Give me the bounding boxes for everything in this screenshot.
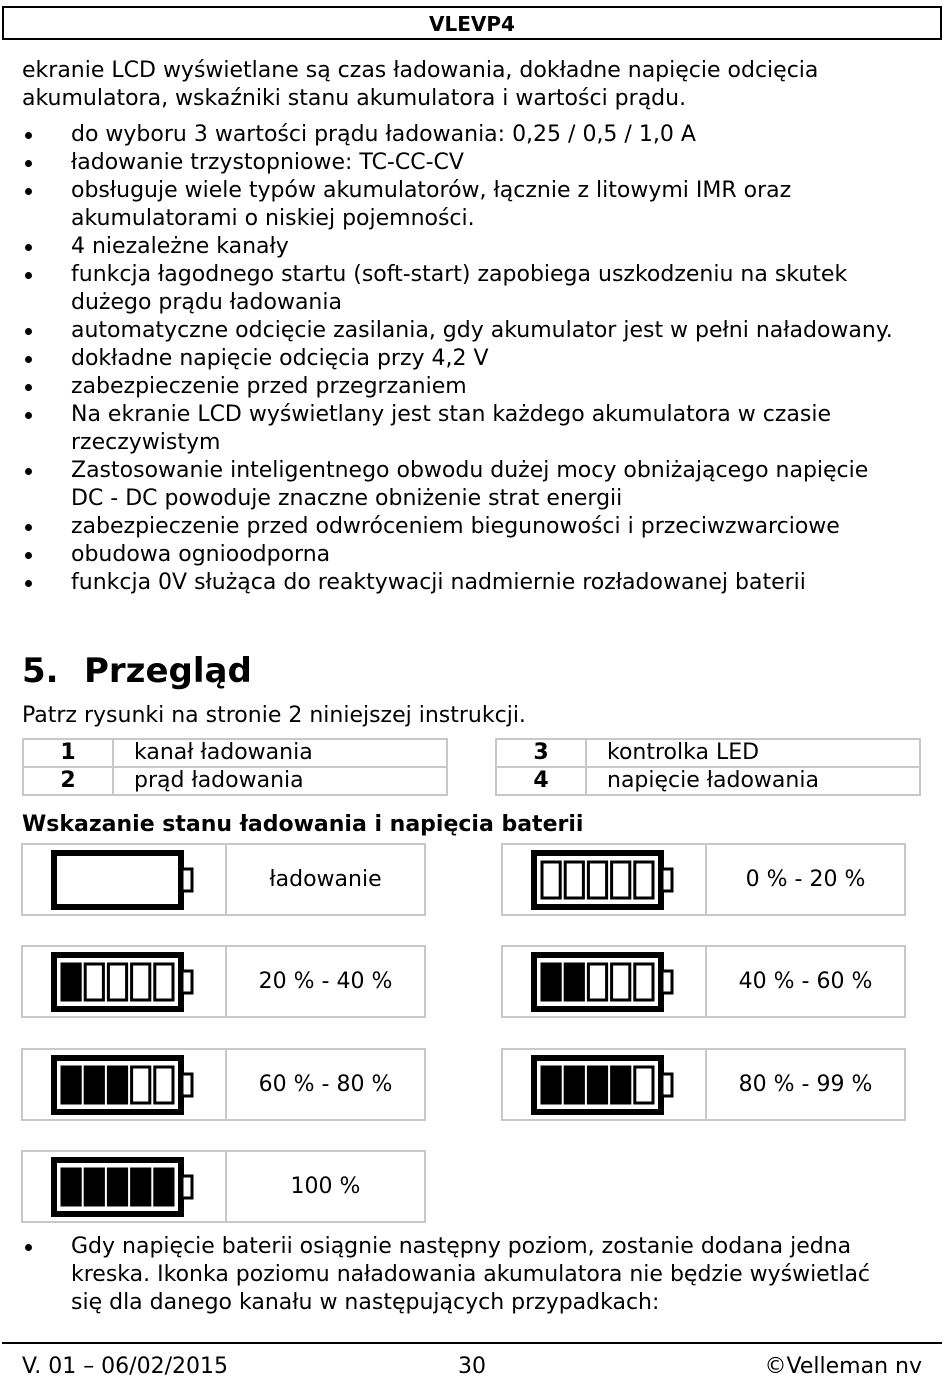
bullet-icon	[25, 524, 32, 531]
battery-bar-empty	[85, 964, 103, 1000]
battery-terminal	[182, 1176, 192, 1198]
battery-bar-filled	[155, 1169, 173, 1205]
list-item: automatyczne odcięcie zasilania, gdy akumulator jest w pełni naładowany.	[0, 317, 901, 345]
battery-bar-filled	[565, 1067, 583, 1103]
indicator-label: 60 % - 80 %	[258, 1072, 393, 1097]
indicator-80-99	[501, 1048, 906, 1121]
legend-number: 1	[23, 739, 113, 767]
battery-bar-empty	[108, 964, 126, 1000]
battery-bar-empty	[132, 1067, 150, 1103]
indicator-20-40	[21, 945, 426, 1018]
bullet-icon	[25, 412, 32, 419]
list-item: zabezpieczenie przed odwróceniem biegunowości i przeciwzwarciowe	[0, 513, 901, 541]
table-row	[496, 739, 920, 767]
battery-terminal	[182, 1074, 192, 1096]
battery-icon	[528, 949, 680, 1015]
legend-table-left	[22, 738, 448, 796]
list-item: do wyboru 3 wartości prądu ładowania: 0,25 / 0,5 / 1,0 A	[0, 121, 901, 149]
indicator-60-80	[21, 1048, 426, 1121]
note-list	[0, 1233, 950, 1317]
battery-bar-filled	[108, 1067, 126, 1103]
list-item: zabezpieczenie przed przegrzaniem	[0, 373, 901, 401]
bullet-icon	[25, 468, 32, 475]
battery-bar-filled	[62, 1169, 80, 1205]
indicator-label: 40 % - 60 %	[738, 969, 873, 994]
list-item: obudowa ognioodporna	[0, 541, 901, 569]
list-item: 4 niezależne kanały	[0, 233, 901, 261]
battery-icon	[48, 949, 200, 1015]
legend-number: 4	[496, 767, 586, 795]
battery-bar-empty	[635, 964, 653, 1000]
indicator-charging	[21, 843, 426, 916]
battery-bar-filled	[85, 1067, 103, 1103]
indicator-label: ładowanie	[269, 867, 382, 892]
battery-bar-filled	[612, 1067, 630, 1103]
list-item: Na ekranie LCD wyświetlany jest stan każdego akumulatora w czasie rzeczywistym	[0, 401, 901, 457]
footer-copyright: ©Velleman nv	[764, 1354, 922, 1379]
bullet-icon	[25, 244, 32, 251]
indicator-label: 0 % - 20 %	[745, 867, 866, 892]
battery-bar-filled	[542, 964, 560, 1000]
battery-icon	[528, 847, 680, 913]
battery-bar-empty	[542, 862, 560, 898]
legend-number: 2	[23, 767, 113, 795]
battery-bar-filled	[132, 1169, 150, 1205]
section-number: 5.	[22, 651, 59, 691]
legend-label: kontrolka LED	[586, 739, 920, 767]
bullet-icon	[25, 356, 32, 363]
feature-list	[0, 121, 950, 597]
indicator-label: 100 %	[290, 1174, 361, 1199]
section-heading	[22, 650, 252, 692]
table-row	[23, 739, 447, 767]
list-item: ładowanie trzystopniowe: TC-CC-CV	[0, 149, 901, 177]
battery-bar-filled	[542, 1067, 560, 1103]
legend-table-right	[495, 738, 921, 796]
battery-icon	[528, 1052, 680, 1118]
bullet-icon	[25, 272, 32, 279]
battery-bar-empty	[635, 862, 653, 898]
battery-body	[54, 853, 181, 907]
list-item: Gdy napięcie baterii osiągnie następny poziom, zostanie dodana jedna kreska. Ikonka poziomu naładowania akumulatora nie będzie wyświetlać się dla danego kanału w następujących przypadkach:	[0, 1233, 906, 1317]
list-item: dokładne napięcie odcięcia przy 4,2 V	[0, 345, 901, 373]
page-header: VLEVP4	[2, 6, 942, 40]
see-figures-text: Patrz rysunki na stronie 2 niniejszej instrukcji.	[22, 703, 526, 728]
indicator-heading: Wskazanie stanu ładowania i napięcia baterii	[22, 812, 584, 837]
battery-bar-filled	[108, 1169, 126, 1205]
legend-label: prąd ładowania	[113, 767, 447, 795]
intro-paragraph: ekranie LCD wyświetlane są czas ładowania, dokładne napięcie odcięcia akumulatora, wskaźniki stanu akumulatora i wartości prądu.	[22, 58, 819, 111]
bullet-icon	[25, 580, 32, 587]
battery-bar-empty	[132, 964, 150, 1000]
bullet-icon	[25, 1244, 32, 1251]
bullet-icon	[25, 132, 32, 139]
bullet-icon	[25, 328, 32, 335]
battery-icon	[48, 847, 200, 913]
battery-bar-empty	[588, 862, 606, 898]
battery-terminal	[182, 869, 192, 891]
battery-bar-empty	[155, 1067, 173, 1103]
battery-bar-empty	[612, 964, 630, 1000]
table-row	[496, 767, 920, 795]
battery-bar-filled	[85, 1169, 103, 1205]
battery-bar-empty	[612, 862, 630, 898]
bullet-icon	[25, 188, 32, 195]
battery-icon	[48, 1052, 200, 1118]
bullet-icon	[25, 160, 32, 167]
indicator-100	[21, 1150, 426, 1223]
indicator-0-20	[501, 843, 906, 916]
legend-number: 3	[496, 739, 586, 767]
battery-icon	[48, 1154, 200, 1220]
indicator-label: 20 % - 40 %	[258, 969, 393, 994]
battery-bar-empty	[635, 1067, 653, 1103]
footer-version: V. 01 – 06/02/2015	[22, 1354, 228, 1379]
list-item: funkcja 0V służąca do reaktywacji nadmiernie rozładowanej baterii	[0, 569, 901, 597]
footer-page-number: 30	[458, 1354, 486, 1379]
table-row	[23, 767, 447, 795]
bullet-icon	[25, 552, 32, 559]
battery-terminal	[182, 971, 192, 993]
section-title: Przegląd	[84, 651, 252, 691]
battery-bar-filled	[588, 1067, 606, 1103]
battery-bar-empty	[588, 964, 606, 1000]
indicator-40-60	[501, 945, 906, 1018]
battery-bar-filled	[565, 964, 583, 1000]
list-item: obsługuje wiele typów akumulatorów, łącznie z litowymi IMR oraz akumulatorami o niskiej pojemności.	[0, 177, 901, 233]
indicator-label: 80 % - 99 %	[738, 1072, 873, 1097]
battery-bar-empty	[565, 862, 583, 898]
battery-terminal	[662, 869, 672, 891]
battery-terminal	[662, 971, 672, 993]
list-item: funkcja łagodnego startu (soft-start) zapobiega uszkodzeniu na skutek dużego prądu ładowania	[0, 261, 901, 317]
list-item: Zastosowanie inteligentnego obwodu dużej mocy obniżającego napięcie DC - DC powoduje znaczne obniżenie strat energii	[0, 457, 901, 513]
battery-bar-empty	[155, 964, 173, 1000]
legend-label: napięcie ładowania	[586, 767, 920, 795]
legend-label: kanał ładowania	[113, 739, 447, 767]
battery-bar-filled	[62, 964, 80, 1000]
battery-bar-filled	[62, 1067, 80, 1103]
page-footer	[2, 1342, 942, 1384]
battery-terminal	[662, 1074, 672, 1096]
bullet-icon	[25, 384, 32, 391]
